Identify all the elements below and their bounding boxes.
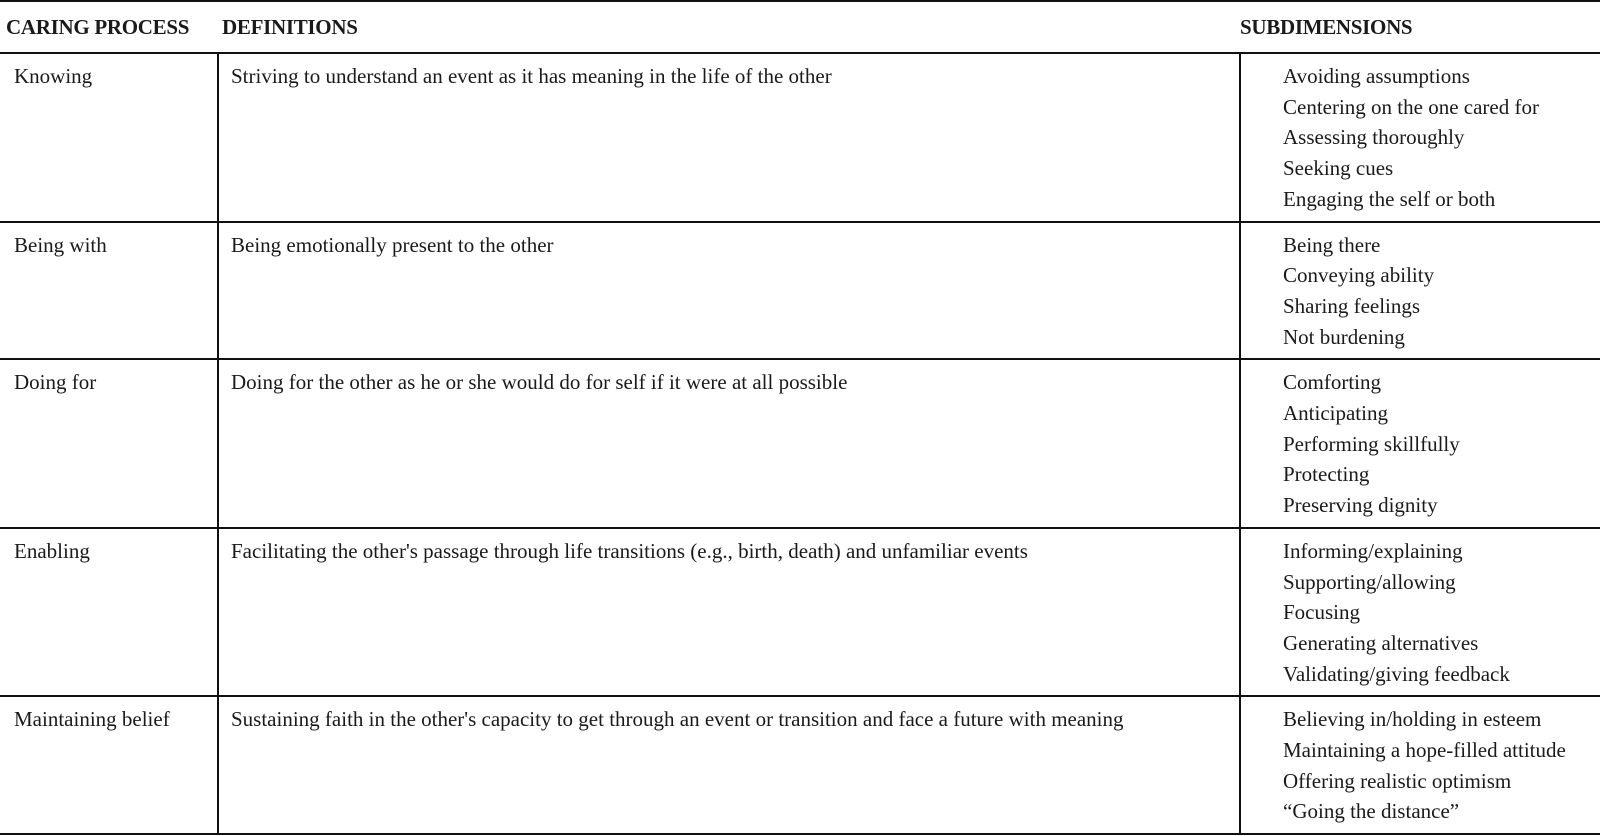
subdimension-item: Offering realistic optimism [1283, 768, 1512, 793]
table-row [0, 53, 1600, 222]
column-header-caring-process: CARING PROCESS [0, 1, 218, 53]
subdimension-list [1283, 61, 1600, 215]
table-header [0, 1, 1600, 53]
process-cell: Being with [0, 222, 218, 360]
subdimension-item: Avoiding assumptions [1283, 64, 1470, 88]
subdimension-item: Seeking cues [1283, 156, 1394, 181]
subdimension-item: Centering on the one cared for [1283, 94, 1539, 119]
table-row [0, 528, 1600, 697]
subdimension-item: Comforting [1283, 370, 1381, 395]
subdimension-item: Believing in/holding in esteem [1283, 707, 1542, 732]
process-cell: Enabling [0, 528, 218, 697]
subdimensions-cell [1240, 222, 1600, 360]
table-row [0, 222, 1600, 360]
subdimension-item: Validating/giving feedback [1283, 661, 1510, 686]
subdimension-item: Conveying ability [1283, 263, 1435, 288]
process-cell: Knowing [0, 53, 218, 222]
subdimensions-cell [1240, 696, 1600, 834]
subdimensions-cell [1240, 53, 1600, 222]
subdimensions-cell [1240, 528, 1600, 697]
definition-cell: Doing for the other as he or she would do for self if it were at all possible [218, 359, 1240, 528]
subdimension-item: Assessing thoroughly [1283, 125, 1465, 150]
subdimension-item: “Going the distance” [1283, 799, 1460, 824]
subdimension-item: Performing skillfully [1283, 431, 1460, 456]
subdimension-list [1283, 704, 1600, 827]
table-row [0, 359, 1600, 528]
subdimension-item: Protecting [1283, 462, 1370, 487]
subdimension-item: Engaging the self or both [1283, 186, 1496, 211]
subdimension-item: Informing/explaining [1283, 538, 1463, 563]
column-header-subdimensions: SUBDIMENSIONS [1240, 1, 1600, 53]
definition-cell: Facilitating the other's passage through life transitions (e.g., birth, death) and unfamiliar events [218, 528, 1240, 697]
subdimension-item: Maintaining a hope-filled attitude [1283, 738, 1566, 763]
subdimension-item: Focusing [1283, 600, 1361, 625]
subdimension-item: Preserving dignity [1283, 493, 1438, 518]
subdimension-item: Sharing feelings [1283, 293, 1421, 318]
table-row [0, 696, 1600, 834]
process-cell: Maintaining belief [0, 696, 218, 834]
subdimension-list [1283, 536, 1600, 690]
table-body [0, 53, 1600, 834]
subdimension-item: Supporting/allowing [1283, 569, 1456, 594]
process-cell: Doing for [0, 359, 218, 528]
definition-cell: Being emotionally present to the other [218, 222, 1240, 360]
subdimension-list [1283, 367, 1600, 521]
definition-cell: Sustaining faith in the other's capacity to get through an event or transition and face a future with meaning [218, 696, 1240, 834]
header-row [0, 1, 1600, 53]
subdimension-list [1283, 230, 1600, 353]
subdimension-item: Being there [1283, 232, 1381, 257]
subdimensions-cell [1240, 359, 1600, 528]
subdimension-item: Generating alternatives [1283, 630, 1479, 655]
subdimension-item: Anticipating [1283, 401, 1388, 426]
column-header-definitions: DEFINITIONS [218, 1, 1240, 53]
definition-cell: Striving to understand an event as it has meaning in the life of the other [218, 53, 1240, 222]
subdimension-item: Not burdening [1283, 324, 1405, 349]
